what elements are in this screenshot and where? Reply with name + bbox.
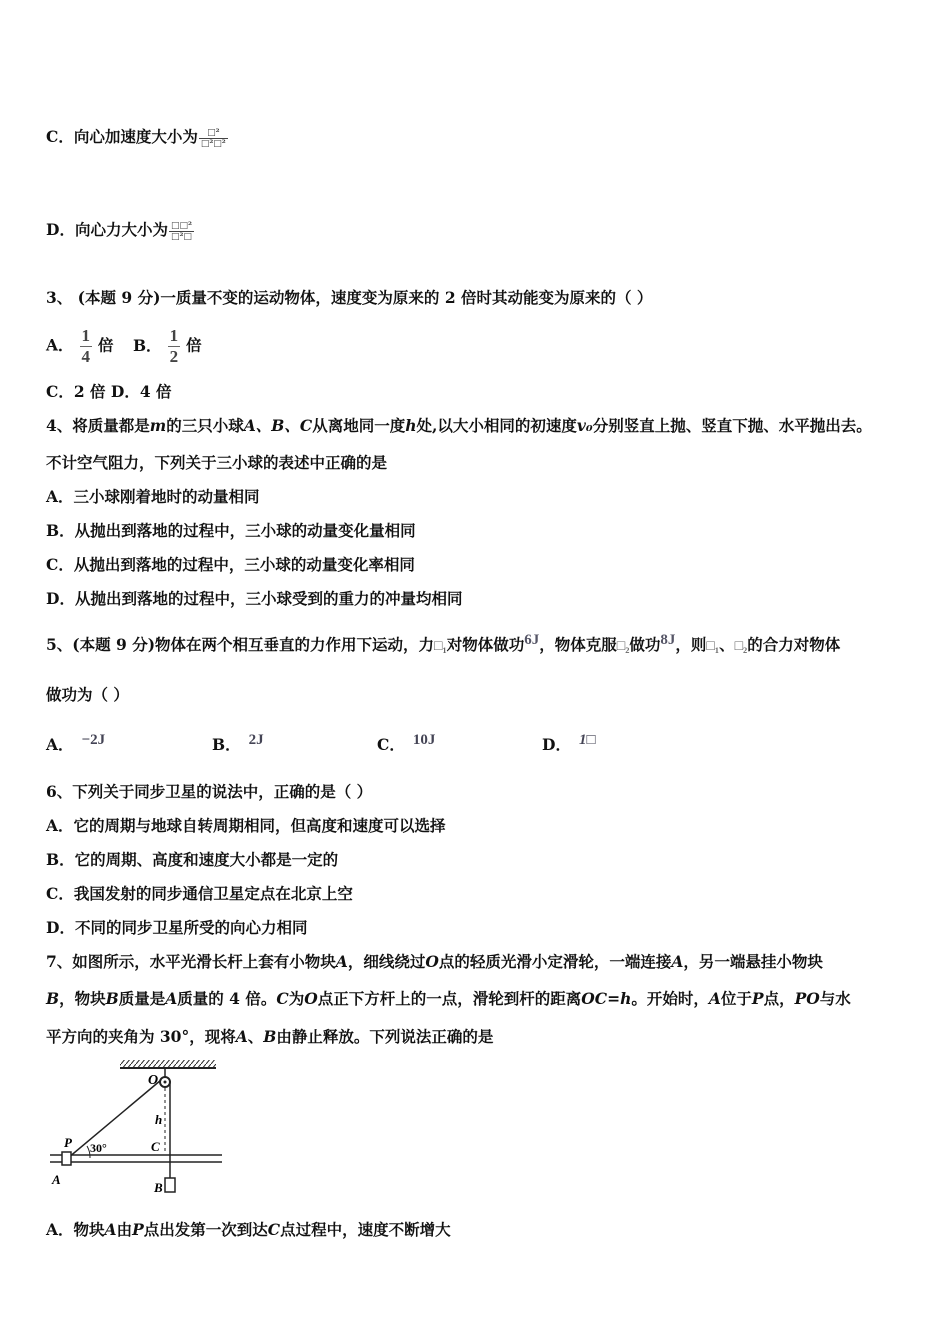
- label-p: P: [64, 1135, 72, 1150]
- q3-option-b-label: B．: [132, 335, 162, 355]
- q5-option-b: B． 2J: [212, 732, 264, 754]
- q5-stem-line1: 5、(本题 9 分)物体在两个相互垂直的力作用下运动，力□₁对物体做功6J，物体克服□₂做功8J，则□₁、□₂的合力对物体: [46, 632, 841, 654]
- q6-option-c: C．我国发射的同步通信卫星定点在北京上空: [46, 884, 353, 903]
- q7-stem-line3: 平方向的夹角为 30°，现将A、B由静止释放。下列说法正确的是: [46, 1027, 494, 1046]
- q2-option-d-label: D．向心力大小为: [46, 220, 168, 239]
- q3-option-a-fraction: $\frac{1}{4}$: [81, 326, 91, 366]
- q2-option-c-label: C．向心加速度大小为: [46, 127, 198, 146]
- q4-stem-line1: 4、将质量都是m的三只小球A、B、C从离地同一度h处,以大小相同的初速度v₀分别竖直上抛、竖直下抛、水平抛出去。: [46, 416, 872, 435]
- label-h: h: [155, 1112, 163, 1127]
- q4-option-b: B．从抛出到落地的过程中，三小球的动量变化量相同: [46, 521, 416, 540]
- q6-option-a: A．它的周期与地球自转周期相同，但高度和速度可以选择: [46, 816, 446, 835]
- q7-stem-line2: B，物块B质量是A质量的 4 倍。C为O点正下方杆上的一点，滑轮到杆的距离OC=h。开始时，A位于P点，PO与水: [46, 989, 851, 1008]
- q4-option-a: A．三小球刚着地时的动量相同: [46, 487, 260, 506]
- rope-po: [68, 1080, 161, 1158]
- q3-options-ab: A． $\frac{1}{4}$ 倍 B． $\frac{1}{2}$ 倍: [46, 326, 202, 366]
- block-a: [62, 1152, 71, 1165]
- q5-option-c: C． 10J: [377, 732, 436, 754]
- q5-stem-line2: 做功为（ ）: [46, 685, 129, 704]
- q2-option-c-formula: $\frac{\text{□²}}{\text{□²□²}}$: [200, 127, 226, 149]
- q4-option-d: D．从抛出到落地的过程中，三小球受到的重力的冲量均相同: [46, 589, 463, 608]
- q2-option-c: [46, 127, 228, 149]
- ceiling-hatch: [120, 1060, 216, 1067]
- pulley-axle: [164, 1081, 167, 1084]
- q3-options-cd: C．2 倍 D．4 倍: [46, 382, 172, 401]
- q7-option-a: A．物块A由P点出发第一次到达C点过程中，速度不断增大: [46, 1220, 451, 1239]
- q3-option-a-label: A．: [46, 335, 74, 355]
- q4-option-c: C．从抛出到落地的过程中，三小球的动量变化率相同: [46, 555, 415, 574]
- block-b: [165, 1178, 175, 1192]
- label-o: O: [148, 1073, 159, 1088]
- label-a: A: [52, 1172, 61, 1187]
- label-angle: 30°: [90, 1141, 107, 1155]
- q3-stem: 3、 (本题 9 分)一质量不变的运动物体，速度变为原来的 2 倍时其动能变为原来的（ ）: [46, 288, 653, 307]
- q6-option-b: B．它的周期、高度和速度大小都是一定的: [46, 850, 339, 869]
- q5-option-d: D． 1□: [542, 732, 596, 754]
- q2-option-d: [46, 220, 194, 242]
- q7-pulley-figure: [46, 1058, 226, 1198]
- q2-option-d-formula: $\frac{\text{□□²}}{\text{□²□}}$: [170, 220, 192, 242]
- label-b: B: [154, 1180, 163, 1195]
- q7-stem-line1: 7、如图所示，水平光滑长杆上套有小物块A，细线绕过O点的轻质光滑小定滑轮，一端连接A，另一端悬挂小物块: [46, 952, 823, 971]
- q6-option-d: D．不同的同步卫星所受的向心力相同: [46, 918, 308, 937]
- q4-stem-line2: 不计空气阻力，下列关于三小球的表述中正确的是: [46, 453, 388, 472]
- q3-option-b-fraction: $\frac{1}{2}$: [169, 326, 179, 366]
- q5-option-a: A． −2J: [46, 732, 106, 754]
- q6-stem: 6、下列关于同步卫星的说法中，正确的是（ ）: [46, 782, 373, 801]
- label-c: C: [151, 1139, 160, 1154]
